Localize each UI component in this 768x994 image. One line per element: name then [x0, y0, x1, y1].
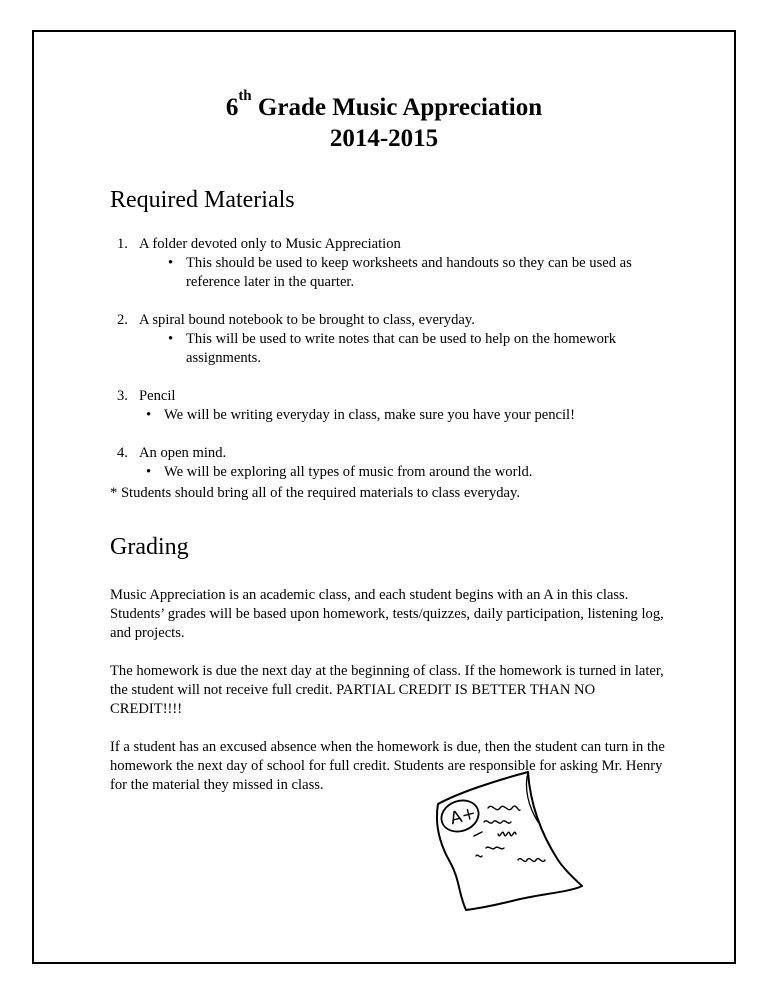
materials-note: * Students should bring all of the required materials to class everyday. — [110, 485, 521, 501]
title-line-2: 2014-2015 — [329, 125, 439, 152]
grade-mark: A+ — [448, 803, 479, 830]
list-item-bullet: • This will be used to write notes that can be used to help on the homework assignments. — [161, 330, 670, 368]
list-item: 4. An open mind. • We will be exploring all types of music from around the world. — [110, 444, 670, 482]
list-item-bullet: • We will be exploring all types of music from around the world. — [139, 463, 670, 482]
list-item: 3. Pencil • We will be writing everyday in class, make sure you have your pencil! — [110, 387, 670, 425]
grading-heading: Grading — [110, 534, 189, 560]
list-item-text: A folder devoted only to Music Appreciation — [139, 236, 401, 252]
scribble — [498, 832, 516, 835]
materials-list — [110, 235, 670, 501]
scribble — [488, 806, 520, 810]
list-item-bullet: • We will be writing everyday in class, make sure you have your pencil! — [139, 406, 670, 425]
list-item: 1. A folder devoted only to Music Appreciation • This should be used to keep worksheets and handouts so they can be used as reference later in the quarter. — [110, 235, 670, 292]
scribble — [486, 847, 504, 849]
scribble — [474, 832, 482, 836]
required-materials-heading: Required Materials — [110, 187, 295, 213]
list-item-bullet: • This should be used to keep worksheets and handouts so they can be used as reference later in the quarter. — [161, 254, 670, 292]
grading-paragraph: If a student has an excused absence when the homework is due, then the student can turn in the homework the next day of school for full credit. Students are responsible for asking Mr. Henry for the material they missed in class. — [110, 739, 665, 793]
list-item-text: A spiral bound notebook to be brought to class, everyday. — [139, 312, 475, 328]
scribble — [518, 859, 545, 862]
graded-paper-illustration — [420, 762, 590, 912]
scribble — [484, 821, 511, 823]
grading-paragraph: Music Appreciation is an academic class, and each student begins with an A in this class. Students’ grades will be based upon homework, tests/quizzes, daily participation, listening log, and projects. — [110, 587, 664, 641]
list-item: 2. A spiral bound notebook to be brought to class, everyday. • This will be used to write notes that can be used to help on the homework assignments. — [110, 311, 670, 368]
scribble — [476, 855, 482, 857]
grading-paragraph: The homework is due the next day at the beginning of class. If the homework is turned in later, the student will not receive full credit. PARTIAL CREDIT IS BETTER THAN NO CREDIT!!!! — [110, 663, 664, 717]
title-line-1: 6th Grade Music Appreciation — [225, 88, 543, 121]
list-item-text: An open mind. — [139, 445, 227, 461]
list-item-text: Pencil — [139, 388, 176, 404]
paper-outline — [437, 772, 582, 910]
page-title — [0, 88, 768, 154]
